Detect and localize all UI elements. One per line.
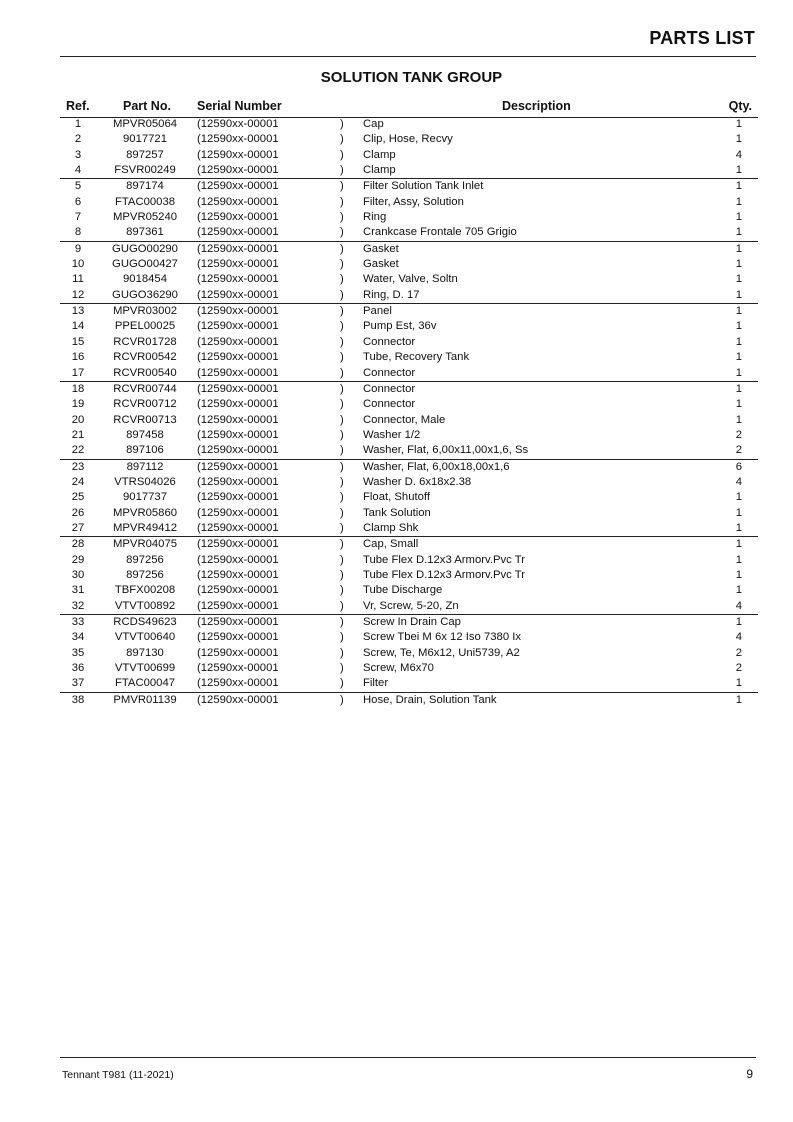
row-ref: 22 (71, 444, 85, 457)
row-serial: (12590xx-00001 (197, 398, 279, 411)
row-description: Screw, M6x70 (363, 662, 434, 675)
row-description: Panel (363, 305, 392, 318)
row-description: Water, Valve, Soltn (363, 273, 458, 286)
group-title: SOLUTION TANK GROUP (320, 69, 503, 86)
row-ref: 10 (71, 258, 85, 271)
row-qty: 4 (735, 148, 742, 161)
row-description: Ring (363, 211, 387, 224)
row-part-no: RCVR01728 (113, 335, 177, 348)
row-qty: 1 (735, 164, 742, 177)
row-serial-close: ) (340, 273, 344, 286)
row-ref: 34 (71, 631, 85, 644)
row-part-no: PMVR01139 (113, 693, 177, 706)
row-part-no: MPVR49412 (112, 521, 178, 534)
row-serial: (12590xx-00001 (197, 568, 279, 581)
row-part-no: RCVR00540 (113, 366, 177, 379)
row-ref: 38 (71, 693, 85, 706)
row-ref: 12 (71, 288, 85, 301)
row-part-no: 897174 (126, 180, 164, 193)
row-serial: (12590xx-00001 (197, 428, 279, 441)
row-ref: 35 (71, 646, 85, 659)
row-serial-close: ) (340, 631, 344, 644)
table-row (60, 242, 758, 257)
row-serial-close: ) (340, 646, 344, 659)
col-header-description: Description (502, 99, 571, 113)
row-ref: 7 (74, 211, 82, 224)
row-part-no: GUGO36290 (112, 288, 178, 301)
row-serial-close: ) (340, 428, 344, 441)
table-row (60, 179, 758, 194)
row-description: Tube, Recovery Tank (363, 351, 470, 364)
row-part-no: VTVT00640 (114, 631, 176, 644)
row-ref: 9 (74, 242, 82, 255)
row-part-no: MPVR04075 (112, 538, 178, 551)
row-serial-close: ) (340, 444, 344, 457)
row-serial: (12590xx-00001 (197, 693, 279, 706)
table-row (60, 490, 758, 505)
row-description: Gasket (363, 258, 399, 271)
row-qty: 1 (735, 491, 742, 504)
row-description: Washer D. 6x18x2.38 (363, 475, 472, 488)
table-row (60, 599, 758, 615)
row-part-no: 897256 (126, 553, 164, 566)
row-part-no: FTAC00047 (114, 677, 176, 690)
row-serial: (12590xx-00001 (197, 662, 279, 675)
row-qty: 1 (735, 273, 742, 286)
row-part-no: MPVR03002 (112, 305, 178, 318)
row-serial-close: ) (340, 258, 344, 271)
row-description: Connector (363, 366, 416, 379)
row-serial-close: ) (340, 211, 344, 224)
row-qty: 1 (735, 242, 742, 255)
row-qty: 2 (735, 662, 742, 675)
row-description: Cap, Small (363, 538, 419, 551)
row-qty: 1 (735, 506, 742, 519)
row-ref: 20 (71, 413, 85, 426)
table-row (60, 366, 758, 382)
row-serial: (12590xx-00001 (197, 444, 279, 457)
table-row (60, 319, 758, 334)
row-qty: 1 (735, 180, 742, 193)
table-row (60, 443, 758, 459)
page-footer (60, 1057, 756, 1081)
table-row (60, 646, 758, 661)
row-serial-close: ) (340, 553, 344, 566)
row-qty: 1 (735, 211, 742, 224)
row-qty: 1 (735, 335, 742, 348)
row-part-no: MPVR05064 (112, 118, 178, 130)
row-qty: 1 (735, 226, 742, 239)
row-serial-close: ) (340, 506, 344, 519)
row-qty: 1 (735, 568, 742, 581)
row-part-no: 897257 (126, 148, 164, 161)
page-header (60, 26, 756, 57)
row-qty: 1 (735, 521, 742, 534)
row-ref: 15 (71, 335, 85, 348)
table-row (60, 272, 758, 287)
row-serial: (12590xx-00001 (197, 195, 279, 208)
footer-model: Tennant T981 (11-2021) (62, 1069, 174, 1081)
row-ref: 23 (71, 460, 85, 473)
row-description: Pump Est, 36v (363, 320, 437, 333)
row-serial-close: ) (340, 521, 344, 534)
row-description: Washer 1/2 (363, 428, 421, 441)
row-description: Washer, Flat, 6,00x11,00x1,6, Ss (363, 444, 529, 457)
table-row (60, 583, 758, 598)
row-serial: (12590xx-00001 (197, 335, 279, 348)
row-serial-close: ) (340, 164, 344, 177)
row-part-no: 9017721 (123, 133, 167, 146)
row-serial-close: ) (340, 568, 344, 581)
table-row (60, 132, 758, 147)
row-serial: (12590xx-00001 (197, 180, 279, 193)
row-part-no: 897106 (126, 444, 164, 457)
row-ref: 6 (74, 195, 82, 208)
row-serial: (12590xx-00001 (197, 164, 279, 177)
row-part-no: GUGO00290 (112, 242, 178, 255)
row-serial-close: ) (340, 584, 344, 597)
table-row (60, 195, 758, 210)
row-qty: 1 (735, 305, 742, 318)
row-serial: (12590xx-00001 (197, 521, 279, 534)
col-header-ref: Ref. (66, 99, 90, 113)
row-serial: (12590xx-00001 (197, 118, 279, 130)
row-serial: (12590xx-00001 (197, 148, 279, 161)
row-part-no: RCVR00712 (113, 398, 177, 411)
row-description: Clamp (363, 164, 396, 177)
row-ref: 11 (72, 273, 84, 286)
row-ref: 8 (74, 226, 82, 239)
row-serial: (12590xx-00001 (197, 677, 279, 690)
row-description: Tube Flex D.12x3 Armorv.Pvc Tr (363, 568, 525, 581)
table-row (60, 475, 758, 490)
table-row (60, 257, 758, 272)
row-qty: 1 (735, 413, 742, 426)
row-description: Crankcase Frontale 705 Grigio (363, 226, 517, 239)
table-row (60, 553, 758, 568)
row-serial: (12590xx-00001 (197, 320, 279, 333)
row-serial: (12590xx-00001 (197, 351, 279, 364)
row-serial-close: ) (340, 599, 344, 612)
row-qty: 4 (735, 631, 742, 644)
row-part-no: 9017737 (123, 491, 167, 504)
row-part-no: PPEL00025 (114, 320, 176, 333)
row-ref: 37 (71, 677, 85, 690)
table-row (60, 350, 758, 365)
row-qty: 1 (735, 553, 742, 566)
row-serial-close: ) (340, 662, 344, 675)
row-serial: (12590xx-00001 (197, 460, 279, 473)
row-part-no: 9018454 (123, 273, 167, 286)
row-part-no: FTAC00038 (114, 195, 176, 208)
row-serial: (12590xx-00001 (197, 538, 279, 551)
row-ref: 4 (74, 164, 82, 177)
row-serial: (12590xx-00001 (197, 366, 279, 379)
table-row (60, 568, 758, 583)
row-ref: 30 (71, 568, 85, 581)
table-row (60, 225, 758, 241)
table-row (60, 630, 758, 645)
row-description: Clip, Hose, Recvy (363, 133, 453, 146)
row-qty: 1 (735, 133, 742, 146)
row-serial-close: ) (340, 288, 344, 301)
row-description: Tube Discharge (363, 584, 443, 597)
row-description: Gasket (363, 242, 399, 255)
row-serial-close: ) (340, 133, 344, 146)
row-part-no: 897458 (126, 428, 164, 441)
table-row (60, 382, 758, 397)
row-qty: 2 (735, 646, 742, 659)
row-serial: (12590xx-00001 (197, 226, 279, 239)
table-row (60, 428, 758, 443)
table-row (60, 304, 758, 319)
row-part-no: RCVR00713 (113, 413, 177, 426)
row-serial: (12590xx-00001 (197, 646, 279, 659)
row-part-no: VTVT00699 (114, 662, 176, 675)
row-ref: 2 (74, 133, 82, 146)
row-part-no: RCVR00744 (113, 382, 177, 395)
row-part-no: RCDS49623 (113, 616, 177, 628)
parts-list-title: PARTS LIST (649, 28, 755, 48)
row-part-no: FSVR00249 (114, 164, 176, 177)
row-description: Washer, Flat, 6,00x18,00x1,6 (363, 460, 510, 473)
row-description: Connector (363, 382, 416, 395)
row-ref: 14 (71, 320, 85, 333)
table-row (60, 117, 758, 132)
row-description: Screw In Drain Cap (363, 616, 461, 628)
row-qty: 2 (735, 428, 742, 441)
row-ref: 19 (71, 398, 85, 411)
row-serial-close: ) (340, 320, 344, 333)
row-description: Filter, Assy, Solution (363, 195, 464, 208)
row-serial: (12590xx-00001 (197, 133, 279, 146)
col-header-serial: Serial Number (197, 99, 282, 113)
row-serial-close: ) (340, 693, 344, 706)
table-row (60, 460, 758, 475)
row-ref: 18 (71, 382, 85, 395)
row-part-no: RCVR00542 (113, 351, 177, 364)
row-serial-close: ) (340, 538, 344, 551)
row-qty: 1 (735, 195, 742, 208)
row-serial-close: ) (340, 305, 344, 318)
row-description: Filter (363, 677, 389, 690)
row-serial-close: ) (340, 335, 344, 348)
row-serial: (12590xx-00001 (197, 631, 279, 644)
row-serial-close: ) (340, 382, 344, 395)
row-qty: 1 (735, 693, 742, 706)
table-row (60, 521, 758, 537)
row-description: Screw, Te, M6x12, Uni5739, A2 (363, 646, 520, 659)
row-description: Connector (363, 398, 416, 411)
row-serial: (12590xx-00001 (197, 305, 279, 318)
row-serial-close: ) (340, 242, 344, 255)
row-qty: 4 (735, 475, 742, 488)
row-qty: 1 (735, 258, 742, 271)
column-headers (60, 98, 758, 118)
row-serial-close: ) (340, 460, 344, 473)
row-serial: (12590xx-00001 (197, 382, 279, 395)
row-ref: 28 (71, 538, 85, 551)
row-ref: 26 (71, 506, 85, 519)
row-qty: 1 (735, 616, 742, 628)
row-qty: 1 (735, 118, 742, 130)
row-serial: (12590xx-00001 (197, 491, 279, 504)
row-serial: (12590xx-00001 (197, 506, 279, 519)
parts-table (60, 117, 758, 708)
row-ref: 36 (71, 662, 85, 675)
row-ref: 13 (71, 305, 85, 318)
row-serial: (12590xx-00001 (197, 242, 279, 255)
table-row (60, 148, 758, 163)
col-header-part-no: Part No. (123, 99, 171, 113)
row-part-no: 897130 (126, 646, 164, 659)
row-description: Hose, Drain, Solution Tank (363, 693, 497, 706)
row-serial-close: ) (340, 148, 344, 161)
row-serial-close: ) (340, 226, 344, 239)
row-description: Screw Tbei M 6x 12 Iso 7380 Ix (363, 631, 522, 644)
row-qty: 4 (735, 599, 742, 612)
table-row (60, 210, 758, 225)
table-row (60, 537, 758, 552)
table-row (60, 693, 758, 708)
col-header-qty: Qty. (728, 99, 752, 113)
row-serial-close: ) (340, 677, 344, 690)
row-qty: 1 (735, 288, 742, 301)
row-qty: 1 (735, 398, 742, 411)
table-row (60, 676, 758, 692)
row-ref: 21 (71, 428, 85, 441)
table-row (60, 506, 758, 521)
row-description: Float, Shutoff (363, 491, 430, 504)
row-part-no: MPVR05240 (112, 211, 178, 224)
table-row (60, 661, 758, 676)
row-qty: 1 (735, 677, 742, 690)
row-serial: (12590xx-00001 (197, 413, 279, 426)
row-serial-close: ) (340, 491, 344, 504)
row-ref: 1 (74, 118, 82, 130)
row-qty: 1 (735, 320, 742, 333)
row-part-no: VTVT00892 (114, 599, 176, 612)
row-qty: 6 (735, 460, 742, 473)
row-ref: 16 (71, 351, 85, 364)
row-serial: (12590xx-00001 (197, 273, 279, 286)
row-serial-close: ) (340, 366, 344, 379)
row-ref: 25 (71, 491, 85, 504)
row-description: Filter Solution Tank Inlet (363, 180, 484, 193)
row-ref: 31 (71, 584, 85, 597)
row-serial-close: ) (340, 118, 344, 130)
row-description: Connector, Male (363, 413, 446, 426)
row-ref: 24 (71, 475, 85, 488)
row-qty: 1 (735, 382, 742, 395)
row-serial: (12590xx-00001 (197, 211, 279, 224)
row-description: Vr, Screw, 5-20, Zn (363, 599, 459, 612)
row-qty: 2 (735, 444, 742, 457)
row-ref: 3 (74, 148, 82, 161)
row-ref: 27 (71, 521, 85, 534)
row-ref: 5 (74, 180, 82, 193)
row-ref: 17 (71, 366, 85, 379)
row-ref: 29 (71, 553, 85, 566)
row-part-no: TBFX00208 (114, 584, 176, 597)
row-part-no: 897112 (126, 460, 164, 473)
row-serial: (12590xx-00001 (197, 616, 279, 628)
row-part-no: MPVR05860 (112, 506, 178, 519)
row-part-no: 897361 (126, 226, 164, 239)
row-serial-close: ) (340, 616, 344, 628)
table-row (60, 615, 758, 630)
row-description: Tube Flex D.12x3 Armorv.Pvc Tr (363, 553, 525, 566)
row-ref: 33 (71, 616, 85, 628)
row-qty: 1 (735, 351, 742, 364)
row-serial-close: ) (340, 413, 344, 426)
table-row (60, 397, 758, 412)
row-description: Ring, D. 17 (363, 288, 420, 301)
row-description: Cap (363, 118, 384, 130)
row-serial-close: ) (340, 475, 344, 488)
row-qty: 1 (735, 538, 742, 551)
row-serial-close: ) (340, 351, 344, 364)
table-row (60, 335, 758, 350)
row-serial: (12590xx-00001 (197, 584, 279, 597)
row-serial-close: ) (340, 195, 344, 208)
row-ref: 32 (71, 599, 85, 612)
table-row (60, 413, 758, 428)
row-serial: (12590xx-00001 (197, 258, 279, 271)
table-row (60, 288, 758, 304)
page-number: 9 (746, 1067, 753, 1081)
row-serial-close: ) (340, 398, 344, 411)
table-row (60, 163, 758, 179)
row-qty: 1 (735, 366, 742, 379)
row-serial: (12590xx-00001 (197, 288, 279, 301)
row-description: Connector (363, 335, 416, 348)
row-part-no: 897256 (126, 568, 164, 581)
row-description: Clamp (363, 148, 396, 161)
row-part-no: GUGO00427 (112, 258, 178, 271)
row-description: Clamp Shk (363, 521, 419, 534)
row-serial: (12590xx-00001 (197, 475, 279, 488)
row-serial: (12590xx-00001 (197, 599, 279, 612)
row-part-no: VTRS04026 (114, 475, 176, 488)
row-qty: 1 (735, 584, 742, 597)
row-serial-close: ) (340, 180, 344, 193)
row-description: Tank Solution (363, 506, 431, 519)
row-serial: (12590xx-00001 (197, 553, 279, 566)
